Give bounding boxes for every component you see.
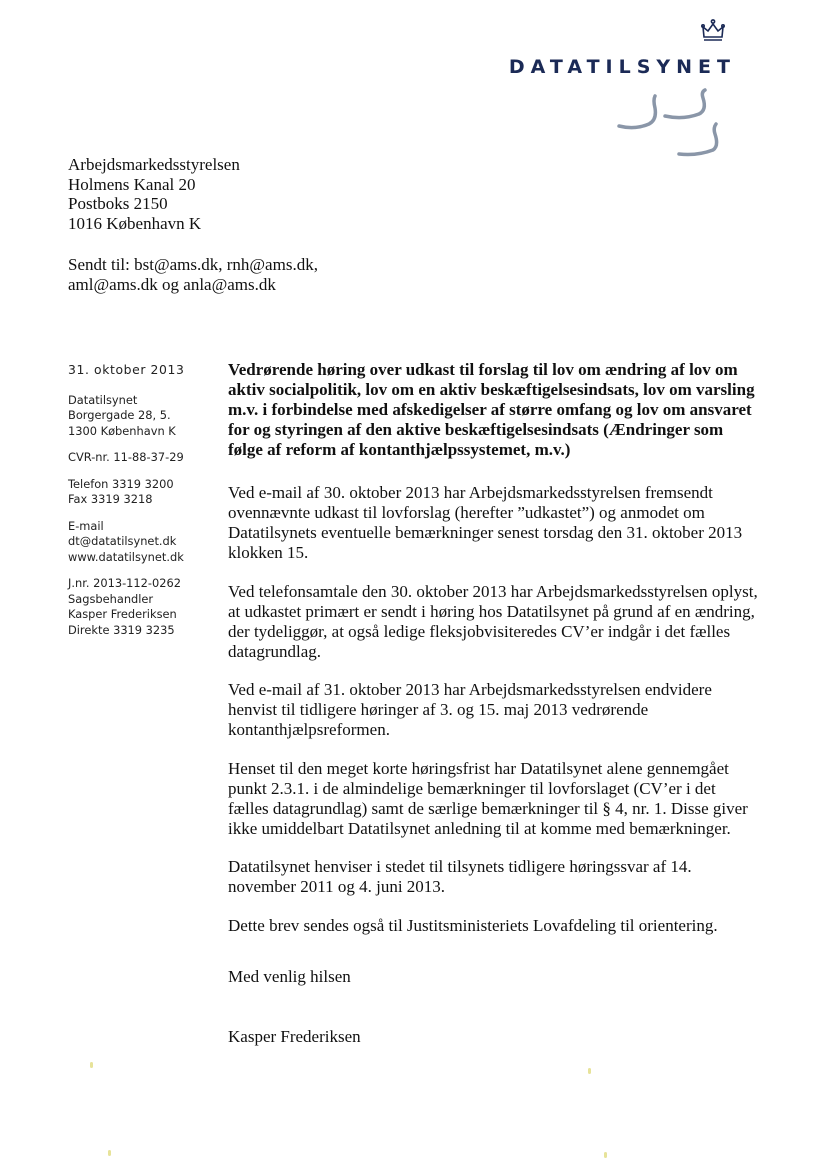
email-address: dt@datatilsynet.dk bbox=[68, 534, 177, 548]
body-paragraph: Ved e-mail af 31. oktober 2013 har Arbejdsmarkedsstyrelsen endvidere henvist til tidligere høringer af 3. og 15. maj 2013 vedrørende kontanthjælpsreformen. bbox=[228, 680, 712, 739]
closing-greeting: Med venlig hilsen bbox=[228, 967, 351, 986]
phone-fax bbox=[68, 477, 208, 508]
cvr-number: CVR-nr. 11-88-37-29 bbox=[68, 450, 184, 464]
letter-subject: Vedrørende høring over udkast til forslag til lov om ændring af lov om aktiv socialpolitik, lov om en aktiv beskæftigelsesindsats, lov om varsling m.v. i forbindelse med afskedigelser af større omfang og lov om ansvaret for og styringen af den aktive beskæftigelsesindsats (Ændringer som følge af reform af kontanthjælpssystemet, m.v.) bbox=[228, 360, 755, 459]
case-info bbox=[68, 576, 208, 638]
letter-date: 31. oktober 2013 bbox=[68, 362, 185, 377]
sent-to: Sendt til: bst@ams.dk, rnh@ams.dk, aml@ams.dk og anla@ams.dk bbox=[68, 255, 318, 294]
sender-address-line: Borgergade 28, 5. bbox=[68, 408, 171, 422]
scan-speck bbox=[588, 1068, 591, 1074]
sender-address-line: 1300 København K bbox=[68, 423, 176, 438]
scan-speck bbox=[604, 1152, 607, 1158]
scan-speck bbox=[90, 1062, 93, 1068]
body-paragraph: Ved telefonsamtale den 30. oktober 2013 har Arbejdsmarkedsstyrelsen oplyst, at udkastet primært er sendt i høring hos Datatilsynet på grund af en ændring, der tydeliggør, at også ledige fleksjobvisiteredes CV’er indgår i det fælles datagrundlag. bbox=[228, 581, 758, 661]
signer-name: Kasper Frederiksen bbox=[228, 1027, 361, 1046]
body-paragraph: Henset til den meget korte høringsfrist har Datatilsynet alene gennemgået punkt 2.3.1. i de almindelige bemærkninger til lovforslaget (CV’er i det fælles datagrundlag) samt de særlige bemærkninger til § 4, nr. 1. Disse giver ikke umiddelbart Datatilsynet anledning til at komme med bemærkninger. bbox=[228, 758, 748, 838]
recipient-line: 1016 København K bbox=[68, 213, 202, 233]
website: www.datatilsynet.dk bbox=[68, 549, 184, 564]
email-label: E-mail bbox=[68, 518, 104, 533]
recipient-line: Holmens Kanal 20 bbox=[68, 174, 196, 194]
recipient-line: Postboks 2150 bbox=[68, 194, 168, 213]
recipient-line: Arbejdsmarkedsstyrelsen bbox=[68, 155, 240, 174]
body-paragraph: Dette brev sendes også til Justitsministeriets Lovafdeling til orientering. bbox=[228, 915, 718, 935]
fax-number: Fax 3319 3218 bbox=[68, 492, 153, 506]
case-officer-label: Sagsbehandler bbox=[68, 591, 154, 606]
recipient-address bbox=[68, 155, 240, 233]
contact-online bbox=[68, 519, 208, 566]
letter-body bbox=[228, 483, 758, 954]
royal-crown-icon bbox=[700, 18, 726, 49]
direct-phone: Direkte 3319 3235 bbox=[68, 622, 175, 637]
sender-address bbox=[68, 393, 208, 440]
journal-number: J.nr. 2013-112-0262 bbox=[68, 576, 182, 590]
sender-sidebar bbox=[68, 362, 208, 649]
phone-number: Telefon 3319 3200 bbox=[68, 476, 174, 491]
brand-name: DATATILSYNET bbox=[508, 56, 736, 78]
sender-name: Datatilsynet bbox=[68, 392, 138, 407]
scan-speck bbox=[108, 1150, 111, 1156]
body-paragraph: Datatilsynet henviser i stedet til tilsynets tidligere høringssvar af 14. november 2011 og 4. juni 2013. bbox=[228, 857, 692, 896]
case-officer-name: Kasper Frederiksen bbox=[68, 607, 177, 621]
body-paragraph: Ved e-mail af 30. oktober 2013 har Arbejdsmarkedsstyrelsen fremsendt ovennævnte udkast til lovforslag (herefter ”udkastet”) og anmodet om Datatilsynets eventuelle bemærkninger senest torsdag den 31. oktober 2013 klokken 15. bbox=[228, 483, 743, 562]
handwritten-stamp-mark bbox=[615, 86, 725, 171]
